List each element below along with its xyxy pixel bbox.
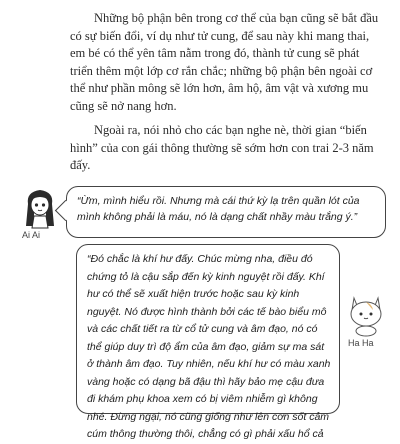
body-paragraph-1: Những bộ phận bên trong cơ thể của bạn cũng sẽ bắt đầu có sự biến đổi, ví dụ như tử cung, để sau này khi mang thai, em bé có thể yên tâm nằm trong đó, thành tử cung sẽ phát triển thêm một lớp cơ rắn chắc; những bộ phận bên ngoài cơ thể như phần mông sẽ lớn hơn, âm hộ, âm vật và xương mu cũng sẽ nở nang hơn. [70, 11, 379, 113]
ha-ha-cat-illustration [346, 292, 386, 336]
ai-ai-name-label: Ai Ai [22, 230, 41, 240]
ha-ha-dialogue-text: “Đó chắc là khí hư đấy. Chúc mừng nha, điều đó chứng tỏ là cậu sắp đến kỳ kinh nguyệt rồi đấy. Khí hư có thể sẽ xuất hiện trước hoặc sau kỳ kinh nguyệt. Nó được hình thành bởi các tế bào biểu mô và các chất tiết ra từ cổ tử cung và âm đạo, nó có thể giúp duy trì độ ẩm của âm đạo, giảm sự ma sát ở thành âm đạo. Tuy nhiên, nếu khí hư có màu xanh vàng hoặc có dạng bã đậu thì hãy bảo mẹ cậu đưa đi khám phụ khoa xem có bị viêm nhiễm gì không nhé. Đừng ngại, nó cũng giống như lên cơn sốt cảm cúm thông thường thôi, chẳng có gì phải xấu hổ cả [87, 253, 331, 440]
body-paragraph-2: Ngoài ra, nói nhỏ cho các bạn nghe nè, thời gian “biến hình” của con gái thông thường sẽ sớm hơn con trai 2-3 năm đấy. [70, 123, 374, 172]
ha-ha-speech-bubble [76, 244, 340, 440]
ai-ai-character-illustration [20, 186, 60, 228]
ai-ai-dialogue-text: “Ừm, mình hiểu rồi. Nhưng mà cái thứ kỳ lạ trên quần lót của mình không phải là máu, nó là dạng chất nhầy màu trắng ý.” [77, 195, 360, 223]
ha-ha-name-label: Ha Ha [348, 338, 374, 348]
ai-ai-speech-bubble [66, 186, 386, 238]
